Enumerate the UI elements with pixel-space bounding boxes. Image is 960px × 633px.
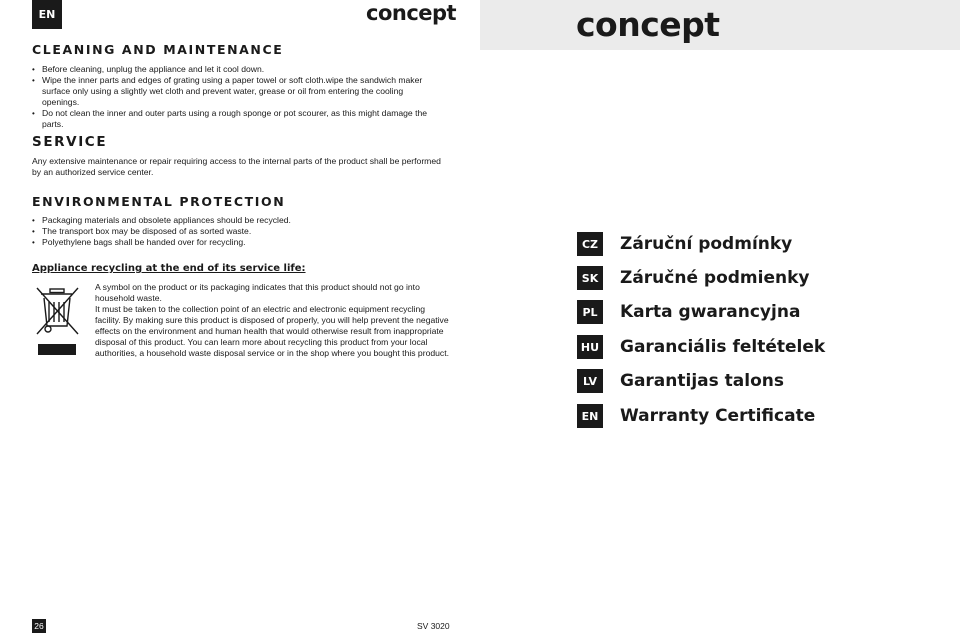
warranty-title: Záručné podmienky [620,268,810,288]
page-number: 26 [32,619,46,633]
warranty-item-en [577,404,815,428]
list-item: • Polyethylene bags shall be handed over for recycling. [32,237,442,248]
list-item: • The transport box may be disposed of as sorted waste. [32,226,442,237]
warranty-item-cz [577,232,792,256]
language-badge: EN [577,404,603,428]
crossed-out-wheelie-bin-icon [34,286,80,356]
list-item: • Wipe the inner parts and edges of grating using a paper towel or soft cloth.wipe the sandwich maker surface only using a slightly wet cloth and prevent water, grease or oil from entering the cooling openings. [32,75,442,108]
recycling-paragraph: A symbol on the product or its packaging indicates that this product should not go into household waste. [95,282,420,303]
warranty-title: Warranty Certificate [620,406,816,426]
warranty-item-lv [577,369,784,393]
warranty-item-sk [577,266,810,290]
model-number: SV 3020 [417,621,450,631]
language-tag: EN [32,0,62,29]
concept-logo-large: concept [576,5,720,44]
warranty-title: Garantijas talons [620,371,784,391]
warranty-title: Záruční podmínky [620,234,793,254]
environment-list [32,215,442,248]
recycling-heading: Appliance recycling at the end of its service life: [32,263,306,274]
warranty-item-hu [577,335,825,359]
warranty-title: Karta gwarancyjna [620,302,801,322]
header-band [480,0,960,50]
recycling-text [95,282,450,359]
recycling-paragraph: It must be taken to the collection point of an electric and electronic equipment recycling facility. By making sure this product is disposed of properly, you will help prevent the negative effects on the environment and human health that would otherwise result from inappropriate disposal of this product. You can learn more about recycling this product from your local authorities, a household waste disposal service or in the shop where you bought this product. [95,304,449,358]
list-item: • Do not clean the inner and outer parts using a rough sponge or pot scourer, as this might damage the parts. [32,108,442,130]
service-heading: SERVICE [32,134,108,150]
language-badge: PL [577,300,603,324]
cleaning-heading: CLEANING AND MAINTENANCE [32,42,284,57]
list-item: • Before cleaning, unplug the appliance and let it cool down. [32,64,442,75]
list-item: • Packaging materials and obsolete appliances should be recycled. [32,215,442,226]
warranty-title: Garanciális feltételek [620,337,826,357]
warranty-item-pl [577,300,800,324]
service-text: Any extensive maintenance or repair requiring access to the internal parts of the product shall be performed by an authorized service center. [32,156,441,177]
language-badge: SK [577,266,603,290]
cleaning-list [32,64,442,130]
language-badge: HU [577,335,603,359]
concept-logo: concept [366,1,457,25]
environment-heading: ENVIRONMENTAL PROTECTION [32,194,286,209]
language-badge: CZ [577,232,603,256]
language-badge: LV [577,369,603,393]
